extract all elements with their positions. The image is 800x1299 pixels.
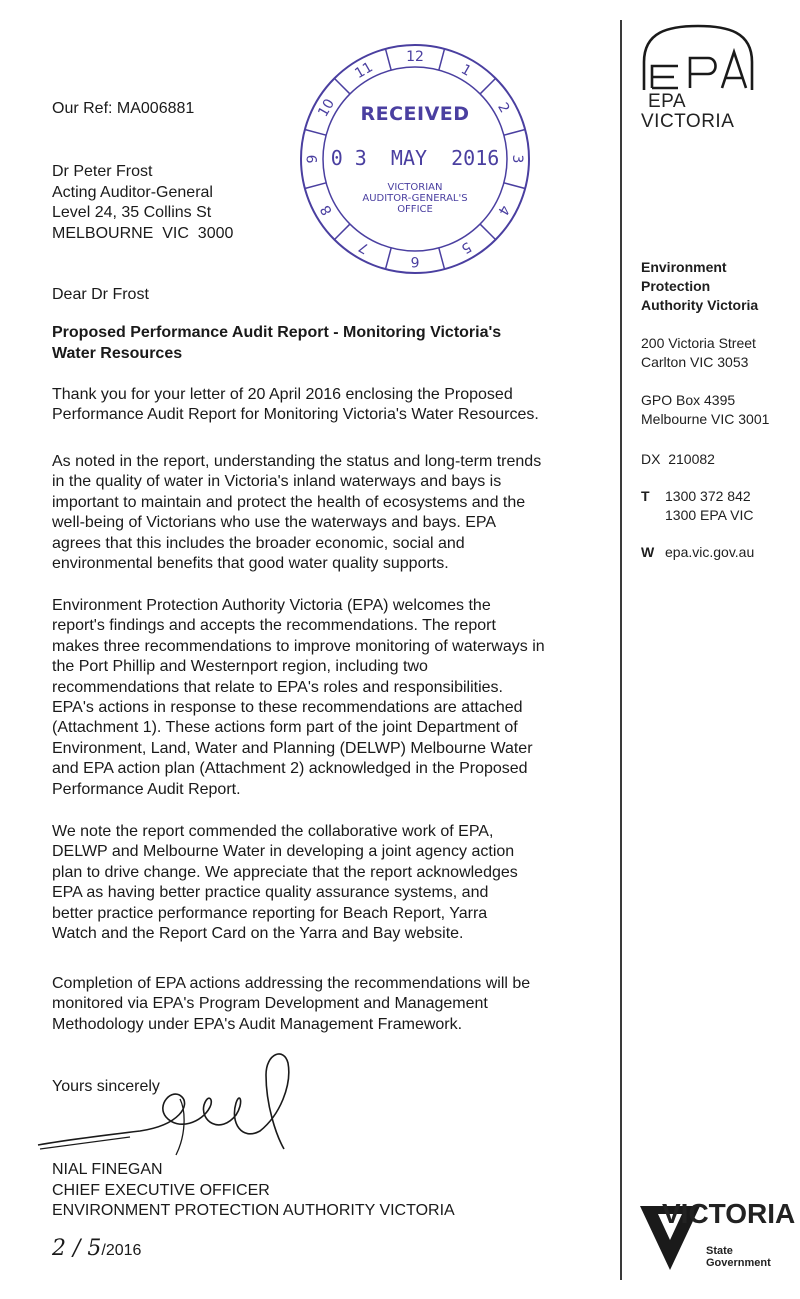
web-label: W bbox=[641, 544, 655, 560]
paragraph-line: better practice performance reporting for Beach Report, Yarra bbox=[52, 904, 488, 922]
stamp-number: 12 bbox=[406, 49, 424, 65]
stamp-number: 2 bbox=[494, 100, 513, 116]
paragraph-line: recommendations that relate to EPA's roles and responsibilities. bbox=[52, 678, 503, 696]
epa-brand bbox=[641, 92, 734, 132]
web-address: epa.vic.gov.au bbox=[665, 544, 755, 560]
phone-number: 1300 372 842 bbox=[665, 488, 751, 504]
paragraph-line: Environment, Land, Water and Planning (DELWP) Melbourne Water bbox=[52, 739, 533, 757]
paragraph-5 bbox=[52, 974, 612, 1035]
street-line: Carlton VIC 3053 bbox=[641, 354, 749, 370]
stamp-number: 9 bbox=[305, 154, 321, 164]
org-name-line: Environment bbox=[641, 259, 727, 275]
epa-brand-line: VICTORIA bbox=[641, 111, 735, 132]
subject-heading bbox=[52, 323, 592, 364]
recipient-address bbox=[52, 162, 233, 244]
paragraph-line: and EPA action plan (Attachment 2) acknowledged in the Proposed bbox=[52, 760, 528, 778]
government-text: Government bbox=[706, 1257, 771, 1269]
dx-number: DX 210082 bbox=[641, 451, 715, 467]
paragraph-line: agrees that this includes the broader economic, social and bbox=[52, 534, 465, 552]
subject-line: Proposed Performance Audit Report - Monitoring Victoria's bbox=[52, 324, 502, 341]
stamp-number: 8 bbox=[317, 202, 336, 218]
address-line: Acting Auditor-General bbox=[52, 183, 213, 201]
paragraph-1 bbox=[52, 385, 612, 426]
org-name-line: Authority Victoria bbox=[641, 297, 759, 313]
stamp-tick bbox=[385, 248, 391, 269]
stamp-tick bbox=[334, 78, 350, 94]
street-address bbox=[641, 334, 756, 372]
stamp-number: 3 bbox=[509, 154, 525, 164]
stamp-tick bbox=[504, 183, 525, 189]
paragraph-line: Environment Protection Authority Victoria (EPA) welcomes the bbox=[52, 597, 491, 614]
paragraph-line: Performance Audit Report. bbox=[52, 780, 241, 798]
subject-line: Water Resources bbox=[52, 344, 183, 362]
street-line: 200 Victoria Street bbox=[641, 335, 756, 351]
paragraph-3 bbox=[52, 596, 612, 800]
paragraph-4 bbox=[52, 822, 612, 944]
paragraph-line: EPA as having better practice quality assurance systems, and bbox=[52, 884, 489, 902]
address-line: MELBOURNE VIC 3000 bbox=[52, 224, 234, 242]
stamp-number: 1 bbox=[458, 61, 474, 80]
stamp-number: 6 bbox=[410, 253, 420, 269]
paragraph-line: (Attachment 1). These actions form part of the joint Department of bbox=[52, 719, 518, 737]
postal-address bbox=[641, 391, 769, 429]
paragraph-line: Watch and the Report Card on the Yarra and Bay website. bbox=[52, 925, 464, 943]
state-text: State bbox=[706, 1245, 733, 1257]
stamp-tick bbox=[439, 49, 445, 70]
paragraph-line: We note the report commended the collaborative work of EPA, bbox=[52, 823, 494, 840]
stamp-number: 10 bbox=[315, 96, 339, 120]
epa-brand-line: EPA bbox=[648, 91, 687, 112]
paragraph-line: Thank you for your letter of 20 April 2016 enclosing the Proposed bbox=[52, 386, 513, 403]
stamp-office-line: VICTORIAN bbox=[387, 182, 443, 193]
vertical-divider bbox=[620, 20, 622, 1280]
paragraph-line: well-being of Victorians who use the waterways and bays. EPA bbox=[52, 514, 497, 532]
stamp-tick bbox=[334, 224, 350, 240]
state-government-text bbox=[706, 1245, 771, 1269]
paragraph-line: Performance Audit Report for Monitoring Victoria's Water Resources. bbox=[52, 406, 539, 424]
stamp-date: 0 3 MAY 2016 bbox=[330, 146, 500, 170]
sign-off: Yours sincerely bbox=[52, 1078, 160, 1095]
stamp-tick bbox=[480, 224, 496, 240]
stamp-tick bbox=[305, 129, 326, 135]
paragraph-line: monitored via EPA's Program Development and Management bbox=[52, 995, 488, 1013]
signer-name: NIAL FINEGAN bbox=[52, 1161, 163, 1178]
phone-block bbox=[641, 487, 753, 525]
postal-line: GPO Box 4395 bbox=[641, 392, 736, 408]
stamp-number: 5 bbox=[458, 238, 474, 257]
org-name bbox=[641, 258, 758, 315]
stamp-number: 4 bbox=[494, 202, 513, 218]
paragraph-line: EPA's actions in response to these recommendations are attached bbox=[52, 699, 523, 717]
our-reference: Our Ref: MA006881 bbox=[52, 100, 195, 117]
phone-label: T bbox=[641, 488, 650, 504]
signer-block bbox=[52, 1160, 455, 1222]
victoria-wordmark: VICTORIA bbox=[662, 1198, 796, 1229]
address-line: Dr Peter Frost bbox=[52, 163, 153, 180]
paragraph-line: important to maintain and protect the health of ecosystems and the bbox=[52, 493, 526, 511]
paragraph-line: plan to drive change. We appreciate that the report acknowledges bbox=[52, 863, 518, 881]
paragraph-line: Completion of EPA actions addressing the recommendations will be bbox=[52, 975, 531, 992]
received-stamp bbox=[296, 40, 534, 278]
phone-number: 1300 EPA VIC bbox=[665, 507, 754, 523]
stamp-office-line: AUDITOR-GENERAL'S bbox=[362, 193, 468, 204]
signer-title: CHIEF EXECUTIVE OFFICER bbox=[52, 1181, 270, 1199]
postal-line: Melbourne VIC 3001 bbox=[641, 411, 770, 427]
web-block bbox=[641, 543, 754, 562]
org-name-line: Protection bbox=[641, 278, 711, 294]
stamp-office-line: OFFICE bbox=[397, 204, 433, 215]
stamp-tick bbox=[305, 183, 326, 189]
signer-org: ENVIRONMENT PROTECTION AUTHORITY VICTORIA bbox=[52, 1202, 455, 1219]
paragraph-line: As noted in the report, understanding the status and long-term trends bbox=[52, 453, 542, 470]
paragraph-line: report's findings and accepts the recommendations. The report bbox=[52, 617, 496, 635]
stamp-tick bbox=[385, 49, 391, 70]
stamp-number: 11 bbox=[352, 59, 376, 83]
handwritten-date: 2 / 5 bbox=[52, 1236, 102, 1261]
date-year: /2016 bbox=[101, 1242, 142, 1259]
letter-date bbox=[52, 1236, 141, 1261]
paragraph-line: environmental benefits that good water quality supports. bbox=[52, 555, 449, 573]
paragraph-line: DELWP and Melbourne Water in developing a joint agency action bbox=[52, 843, 515, 861]
paragraph-line: makes three recommendations to improve monitoring of waterways in bbox=[52, 637, 545, 655]
stamp-tick bbox=[504, 129, 525, 135]
stamp-tick bbox=[480, 78, 496, 94]
address-line: Level 24, 35 Collins St bbox=[52, 204, 212, 221]
epa-logo bbox=[638, 22, 758, 97]
paragraph-2 bbox=[52, 452, 612, 574]
paragraph-line: in the quality of water in Victoria's inland waterways and bays is bbox=[52, 473, 502, 491]
salutation: Dear Dr Frost bbox=[52, 286, 149, 303]
signature bbox=[30, 1045, 320, 1165]
paragraph-line: Methodology under EPA's Audit Management Framework. bbox=[52, 1015, 463, 1033]
stamp-received-label: RECEIVED bbox=[360, 103, 470, 125]
stamp-tick bbox=[439, 248, 445, 269]
paragraph-line: the Port Phillip and Westernport region, including two bbox=[52, 658, 428, 676]
stamp-number: 7 bbox=[356, 238, 372, 257]
